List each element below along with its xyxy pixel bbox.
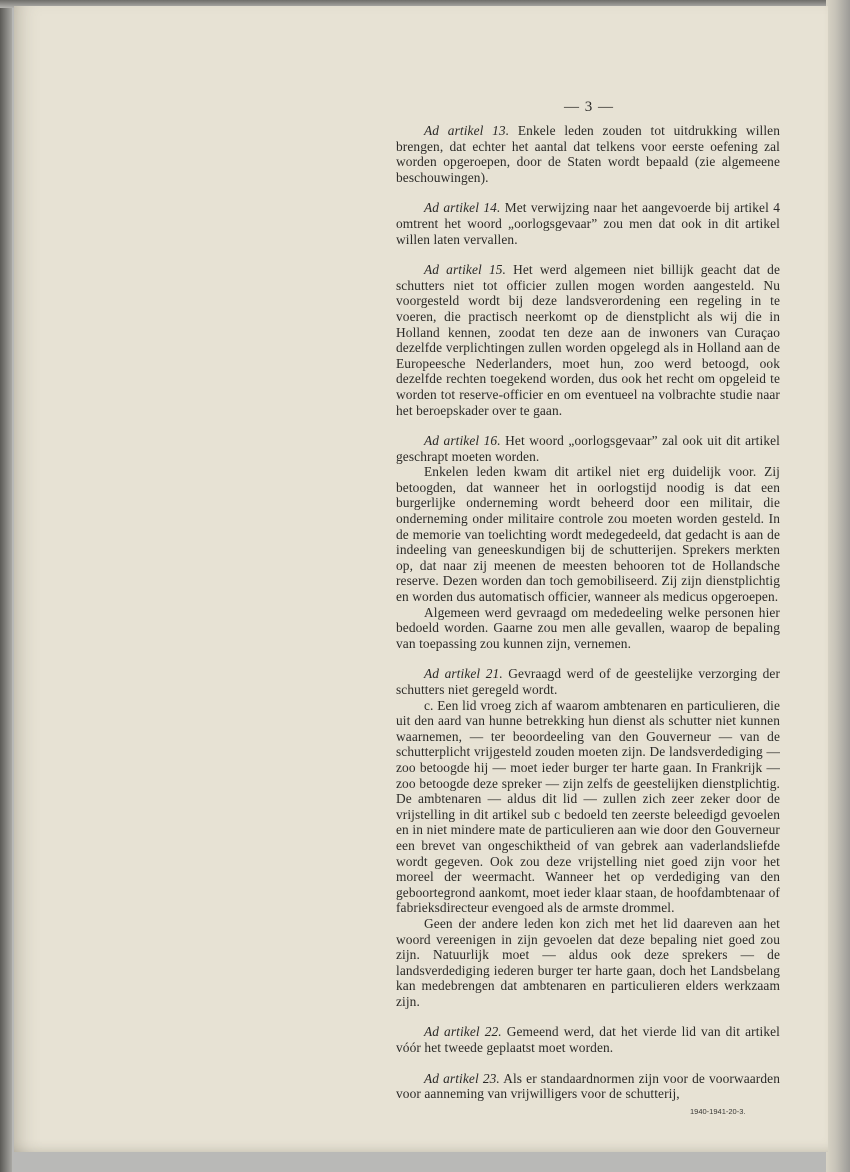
paragraph-text: Algemeen werd gevraagd om mededeeling welke personen hier bedoeld worden. Gaarne zou men alle gevallen, waarop de bepaling van toepassing zou kunnen zijn, vernemen.	[396, 604, 780, 651]
paragraph-art-16-c	[396, 605, 780, 652]
right-page-edge	[826, 0, 850, 1172]
article-label: Ad artikel 16.	[424, 433, 501, 449]
page-number: — 3 —	[564, 99, 614, 115]
paragraph-text: Geen der andere leden kon zich met het lid daareven aan het woord vereenigen in zijn gevoelen dat deze bepaling niet goed zou zijn. Natuurlijk moet — aldus ook deze sprekers — de landsverdediging iederen burger ter harte gaan, doch het Landsbelang kan medebrengen dat ambtenaren en particulieren elders werkzaam zijn.	[396, 915, 780, 1009]
paragraph-text: Het werd algemeen niet billijk geacht dat de schutters niet tot officier zullen mogen worden aangesteld. Nu voorgesteld wordt bij deze landsverordening een regeling in te voeren, die practisch neerkomt op de dienstplicht als wij die in Holland kennen, zoodat ten deze aan de inwoners van Curaçao dezelfde verplichtingen zullen worden opgelegd als in Holland aan de Europeesche Nederlanders, moet hun, zoo werd betoogd, ook dezelfde rechten toegekend worden, dus ook het recht om opgeleid te worden tot reserve-officier en om eventueel na volbrachte studie naar het beroepskader over te gaan.	[396, 262, 780, 418]
paragraph-art-22	[396, 1024, 780, 1055]
binding-edge	[0, 0, 12, 1172]
paragraph-art-16	[396, 433, 780, 464]
paragraph-art-21-b	[396, 698, 780, 916]
paragraph-text: c. Een lid vroeg zich af waarom ambtenaren en particulieren, die uit den aard van hunne betrekking hun dienst als schutter niet kunnen waarnemen, — ter beoordeeling van den Gouverneur — van de schutterplicht vrijgesteld zouden moeten zijn. De landsverdediging — zoo betoogde hij — moet ieder burger ter harte gaan. In Frankrijk — zoo betoogde deze spreker — zijn zelfs de geestelijken dienstplichtig. De ambtenaren — aldus dit lid — zullen zich zeer zeker door de vrijstelling in dit artikel sub c bedoeld ten zeerste beleedigd gevoelen en in niet mindere mate de particulieren aan wie door den Gouverneur een brevet van ongeschiktheid of van gebrek aan vaderlandsliefde wordt gegeven. Ook zou deze vrijstelling niet goed zijn voor het moreel der weermacht. Wanneer het op verdediging van den geboortegrond aankomt, moet ieder klaar staan, de hoofdambtenaar of fabrieksdirecteur evengoed als de armste drommel.	[396, 697, 780, 916]
document-reference: 1940-1941-20-3.	[690, 1107, 746, 1116]
paragraph-art-21-c	[396, 916, 780, 1010]
article-label: Ad artikel 22.	[424, 1024, 502, 1040]
paragraph-text: Gemeend werd, dat het vierde lid van dit artikel vóór het tweede geplaatst moet worden.	[396, 1024, 780, 1056]
article-label: Ad artikel 21.	[424, 666, 503, 682]
article-label: Ad artikel 23.	[424, 1070, 500, 1086]
paragraph-art-16-b	[396, 464, 780, 604]
paragraph-text: Het woord „oorlogsgevaar” zal ook uit dit artikel geschrapt moeten worden.	[396, 433, 780, 464]
paragraph-art-14	[396, 200, 780, 247]
paragraph-art-13	[396, 123, 780, 185]
article-label: Ad artikel 15.	[424, 262, 506, 278]
paragraph-text: Enkelen leden kwam dit artikel niet erg duidelijk voor. Zij betoogden, dat wanneer het in oorlogstijd noodig is dat een burgerlijke onderneming wordt beheerd door een militair, die onderneming onder militaire controle zou moeten worden gesteld. In de memorie van toelichting wordt medegedeeld, dat gedacht is aan de indeeling van geneeskundigen bij de schutterijen. Sprekers merkten op, dat naar zij meenen de meesten behooren tot de Hollandsche reserve. Dezen worden dan toch gemobiliseerd. Zij zijn dienstplichtig en worden dus automatisch officier, wanneer als medicus opgeroepen.	[396, 464, 780, 605]
paragraph-art-15	[396, 262, 780, 418]
page-body	[396, 123, 780, 1102]
paragraph-art-23	[396, 1071, 780, 1102]
article-label: Ad artikel 14.	[424, 200, 501, 216]
paragraph-text: Met verwijzing naar het aangevoerde bij artikel 4 omtrent het woord „oorlogsgevaar” zou men dat ook in dit artikel willen laten vervallen.	[396, 200, 780, 247]
paragraph-text: Enkele leden zouden tot uitdrukking willen brengen, dat echter het aantal dat telkens voor eerste oefening zal worden opgeroepen, door de Staten wordt bepaald (zie algemeene beschouwingen).	[396, 123, 780, 185]
paragraph-text: Gevraagd werd of de geestelijke verzorging der schutters niet geregeld wordt.	[396, 666, 781, 697]
paragraph-art-21	[396, 666, 780, 697]
article-label: Ad artikel 13.	[424, 123, 510, 138]
paragraph-text: Als er standaardnormen zijn voor de voorwaarden voor aanneming van vrijwilligers voor de schutterij,	[396, 1070, 780, 1102]
